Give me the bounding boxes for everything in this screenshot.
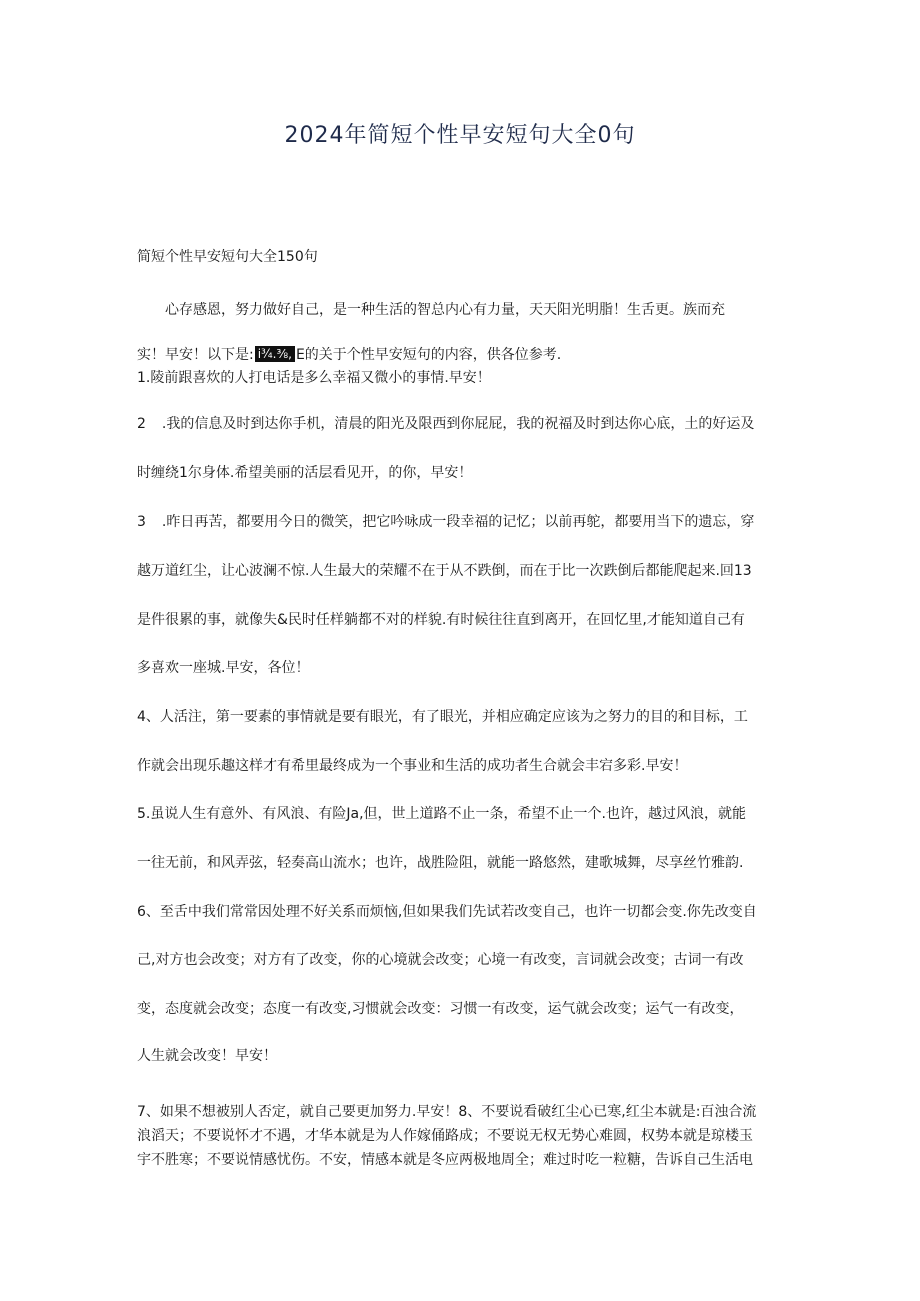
item-2-text: .我的信息及时到达你手机，清晨的阳光及限西到你屁屁，我的祝福及时到达你心底，土的好运及: [161, 416, 755, 432]
item-6-line-1: 6、至舌中我们常常因处理不好关系而烦恼,但如果我们先试若改变自己，也许一切都会变.你先改变自: [137, 904, 757, 920]
item-6-line-4: 人生就会改变！早安！: [137, 1048, 277, 1064]
intro-line-2: [137, 345, 561, 365]
item-7-line-1: 7、如果不想被别人否定，就自己要更加努力.早安！8、不要说看破红尘心已寒,红尘本就是:百浊合流: [137, 1104, 757, 1120]
document-title: 2024年简短个性早安短句大全0句: [284, 123, 636, 148]
item-6-line-2: 己,对方也会改变；对方有了改变，你的心境就会改变；心境一有改变，言词就会改变；古词一有改: [137, 952, 744, 968]
item-3-line-2: 越万道红尘，让心波澜不惊.人生最大的荣耀不在于从不跌倒，而在于比一次跌倒后都能爬起来.回13: [137, 563, 752, 579]
item-3-line-4: 多喜欢一座城.早安，各位！: [137, 660, 310, 676]
item-7-line-2: 浪滔天；不要说怀才不遇，才华本就是为人作嫁俑路成；不要说无权无势心难圆，权势本就是琼楼玉: [137, 1128, 753, 1144]
item-1: 1.陵前跟喜炊的人打电话是多么幸福又微小的事情.早安！: [137, 370, 491, 386]
intro-line-2-end: E的关于个性早安短句的内容，供各位参考.: [295, 347, 562, 363]
item-4-line-1: 4、人活注，第一要素的事情就是要有眼光，有了眼光，并相应确定应该为之努力的目的和目标，工: [137, 709, 748, 725]
item-4-line-2: 作就会出现乐趣这样才有希里最终成为一个事业和生活的成功者生合就会丰宕多彩.早安！: [137, 758, 688, 774]
item-2-line-1: [137, 414, 754, 434]
garbled-text-block: i¾.⅜,: [255, 346, 295, 362]
item-3-number: 3: [137, 514, 146, 530]
item-3-line-1: [137, 512, 754, 532]
item-3-line-3: 是件很累的事，就像失&民时任样躺都不对的样貌.有时候往往直到离开，在回忆里,才能知道自己有: [137, 612, 745, 628]
intro-line-2-start: 实！早安！以下是:: [137, 347, 254, 363]
item-7-line-3: 宇不胜寒；不要说情感忧伤。不安，情感本就是冬应两极地周全；难过时吃一粒糖，告诉自己生活电: [137, 1152, 753, 1168]
item-2-line-2: 时缠绕1尔身体.希望美丽的活层看见开，的你，早安！: [137, 465, 473, 481]
item-5-line-1: 5.虽说人生有意外、有风浪、有险Ja,但，世上道路不止一条，希望不止一个.也许，越过风浪，就能: [137, 806, 746, 822]
intro-line-1: 心存感恩，努力做好自己，是一种生活的智总内心有力量，天天阳光明脂！生舌更。族而充: [165, 302, 725, 318]
item-5-line-2: 一往无前，和风弄弦，轻奏高山流水；也许，战胜险阻，就能一路悠然，建歌城舞，尽享丝竹雅韵.: [137, 855, 744, 871]
item-3-text: .昨日再苦，都要用今日的微笑，把它吟咏成一段幸福的记忆；以前再鸵，都要用当下的遗忘，穿: [161, 514, 755, 530]
document-subtitle: 简短个性早安短句大全150句: [137, 249, 318, 265]
item-2-number: 2: [137, 416, 146, 432]
item-6-line-3: 变，态度就会改变；态度一有改变,习惯就会改变：习惯一有改变，运气就会改变；运气一有改变，: [137, 1001, 744, 1017]
